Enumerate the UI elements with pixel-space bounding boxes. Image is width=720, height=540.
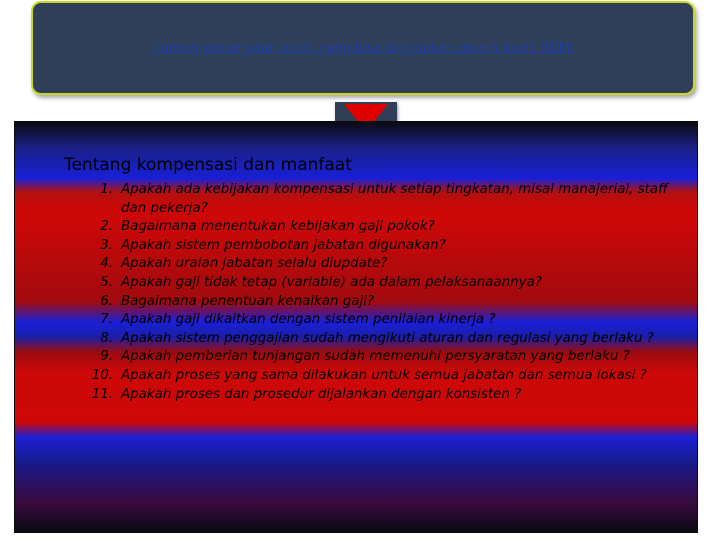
content-panel (14, 121, 698, 533)
question-text: Bagaimana penentuan kenaikan gaji? (121, 293, 375, 309)
question-item (15, 181, 698, 218)
question-item (15, 386, 698, 405)
question-item (15, 330, 698, 349)
question-number: 8. (100, 330, 113, 346)
question-number: 4. (100, 256, 113, 272)
question-number: 9. (100, 349, 113, 365)
question-text: Apakah pemberian tunjangan sudah memenuhi persyaratan yang berlaku ? (121, 349, 630, 365)
question-item (15, 218, 698, 237)
question-number: 11. (91, 386, 113, 402)
question-text: Bagaimana menentukan kebijakan gaji pokok? (121, 219, 435, 235)
question-item (15, 293, 698, 312)
question-text: Apakah uraian jabatan selalu diupdate? (121, 256, 388, 272)
question-item (15, 274, 698, 293)
question-number: 10. (91, 367, 113, 383)
question-number: 5. (100, 274, 113, 290)
question-item (15, 367, 698, 386)
question-item (15, 311, 698, 330)
question-number: 3. (100, 237, 113, 253)
question-text: Apakah gaji tidak tetap (variable) ada dalam pelaksanaannya? (121, 274, 542, 290)
question-number: 7. (100, 312, 113, 328)
title-box (31, 1, 695, 95)
slide-title: Contoh pertanyaan audit yang bisa digunakan dalam Audit SDM: (151, 40, 575, 56)
question-text: Apakah proses dan prosedur dijalankan dengan konsisten ? (121, 386, 522, 402)
question-number: 6. (100, 293, 113, 309)
question-item (15, 255, 698, 274)
question-item (15, 348, 698, 367)
question-text: Apakah sistem pembobotan jabatan digunakan? (121, 237, 446, 253)
question-item (15, 237, 698, 256)
question-text: Apakah ada kebijakan kompensasi untuk setiap tingkatan, misal manajerial, staff dan pekerja? (121, 182, 668, 216)
question-number: 2. (100, 219, 113, 235)
question-text: Apakah gaji dikaitkan dengan sistem penilaian kinerja ? (121, 312, 496, 328)
question-text: Apakah sistem penggajian sudah mengikuti aturan dan regulasi yang berlaku ? (121, 330, 654, 346)
question-list (15, 181, 698, 404)
section-heading: Tentang kompensasi dan manfaat (64, 155, 352, 175)
question-number: 1. (100, 182, 113, 197)
question-text: Apakah proses yang sama dilakukan untuk semua jabatan dan semua lokasi ? (121, 367, 647, 383)
